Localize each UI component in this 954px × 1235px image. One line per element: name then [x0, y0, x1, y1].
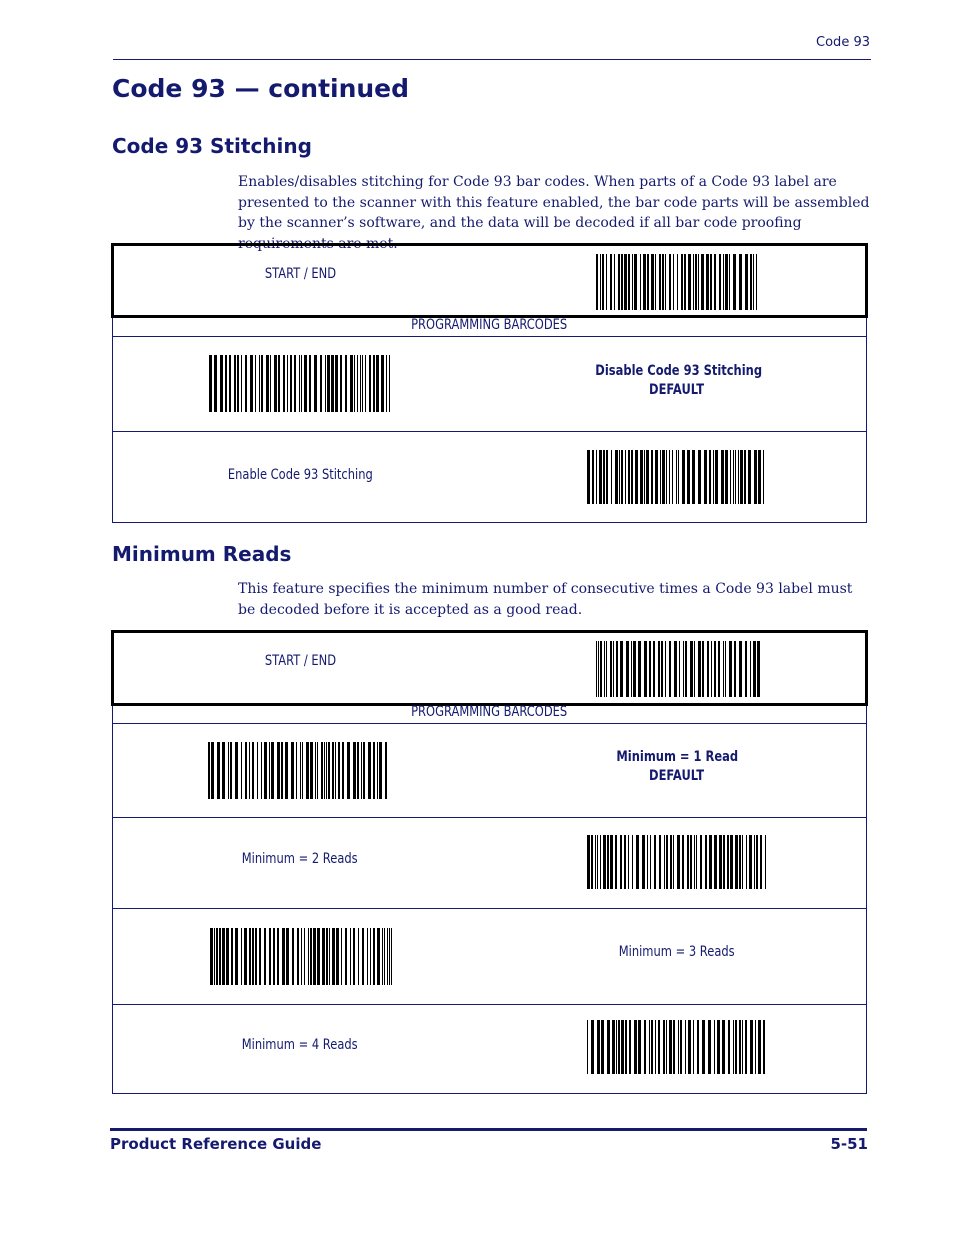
option-barcode[interactable] — [208, 742, 390, 799]
option-label: Disable Code 93 Stitching — [595, 363, 763, 379]
option-barcode[interactable] — [587, 835, 767, 889]
option-barcode[interactable] — [587, 1020, 767, 1074]
start-end-barcode — [596, 254, 760, 310]
section-description-stitching: Enables/disables stitching for Code 93 bar codes. When parts of a Code 93 label are presented to the scanner with this feature enabled, the bar code parts will be assembled by the scanner’s software, and the data will be decoded if all bar code proofing requirements are met. — [238, 174, 870, 252]
option-barcode[interactable] — [209, 355, 391, 412]
option-label: Minimum = 4 Reads — [242, 1037, 358, 1053]
page-title: Code 93 — continued — [112, 74, 410, 103]
option-label: Minimum = 3 Reads — [619, 944, 735, 960]
programming-label: PROGRAMMING BARCODES — [411, 317, 568, 333]
option-label: Minimum = 2 Reads — [242, 851, 358, 867]
header-rule — [113, 59, 871, 60]
default-tag: DEFAULT — [649, 382, 705, 398]
option-label: Enable Code 93 Stitching — [227, 467, 373, 483]
page-number: 5-51 — [830, 1135, 868, 1153]
footer-guide-title: Product Reference Guide — [110, 1135, 322, 1153]
start-end-label: START / END — [264, 653, 336, 669]
default-tag: DEFAULT — [649, 768, 705, 784]
running-header: Code 93 — [816, 35, 870, 50]
option-barcode[interactable] — [210, 928, 392, 985]
option-label: Minimum = 1 Read — [616, 749, 738, 765]
start-end-barcode — [596, 641, 760, 697]
section-title-stitching: Code 93 Stitching — [112, 134, 312, 158]
section-description-minimum-reads: This feature specifies the minimum number of consecutive times a Code 93 label must be decoded before it is accepted as a good read. — [238, 581, 853, 618]
footer-rule — [110, 1128, 867, 1131]
programming-label: PROGRAMMING BARCODES — [411, 704, 568, 720]
section-title-minimum-reads: Minimum Reads — [112, 542, 292, 566]
start-end-label: START / END — [264, 266, 336, 282]
option-barcode[interactable] — [587, 450, 767, 504]
